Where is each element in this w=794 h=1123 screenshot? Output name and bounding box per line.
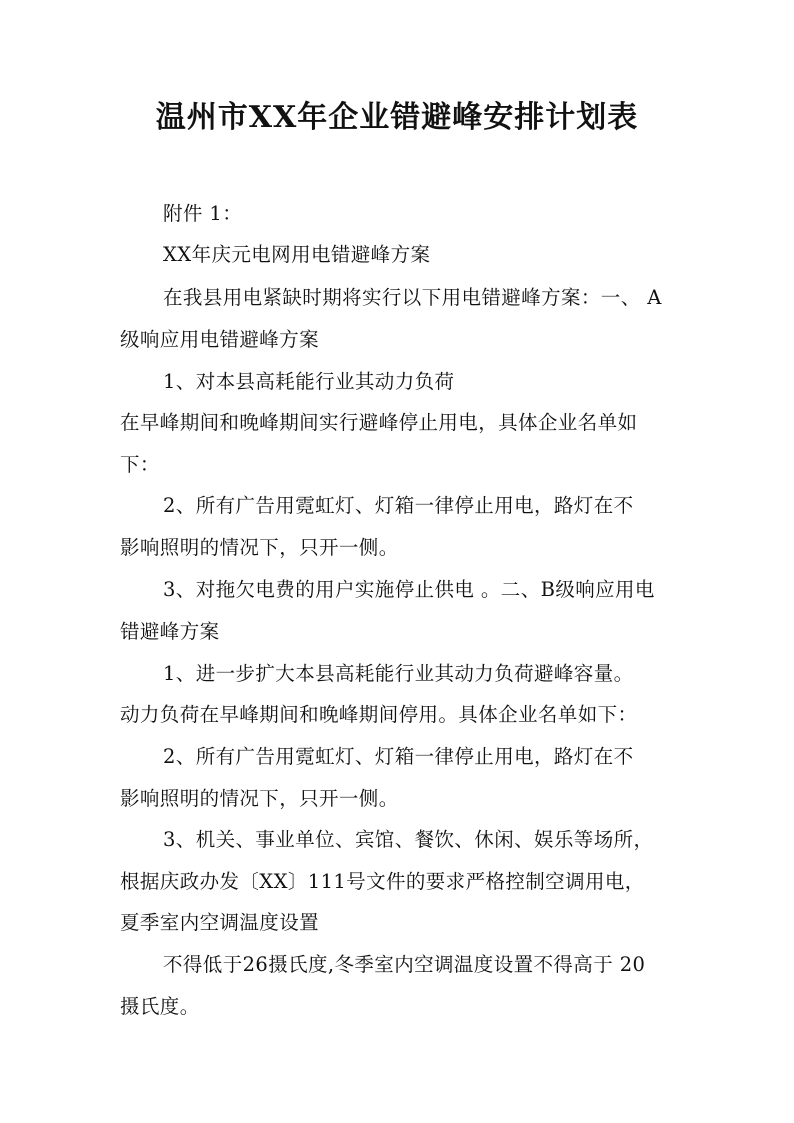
plan-heading: XX年庆元电网用电错避峰方案: [163, 243, 431, 266]
paragraph-line: 错避峰方案: [120, 620, 220, 643]
paragraph-line: 不得低于26摄氏度,冬季室内空调温度设置不得高于 20: [163, 953, 646, 976]
document-title: 温州市XX年企业错避峰安排计划表: [155, 100, 639, 135]
paragraph-line: 摄氏度。: [120, 995, 200, 1018]
paragraph-line: 影响照明的情况下，只开一侧。: [120, 536, 399, 559]
paragraph-line: 1、对本县高耗能行业其动力负荷: [163, 370, 455, 393]
paragraph-line: 根据庆政办发〔XX〕111号文件的要求严格控制空调用电，: [120, 870, 645, 893]
paragraph-line: 在早峰期间和晚峰期间实行避峰停止用电，具体企业名单如: [120, 411, 638, 434]
paragraph-line: 3、机关、事业单位、宾馆、餐饮、休闲、娱乐等场所，: [163, 828, 654, 851]
paragraph-line: 影响照明的情况下，只开一侧。: [120, 787, 399, 810]
paragraph-line: 动力负荷在早峰期间和晚峰期间停用。具体企业名单如下：: [120, 703, 638, 726]
paragraph-line: 1、进一步扩大本县高耗能行业其动力负荷避峰容量。: [163, 662, 634, 685]
paragraph-line: 2、所有广告用霓虹灯、灯箱一律停止用电，路灯在不: [163, 745, 634, 768]
paragraph-line: 3、对拖欠电费的用户实施停止供电 。二、B级响应用电: [163, 578, 655, 601]
paragraph-line: 下：: [120, 453, 160, 476]
paragraph-line: 级响应用电错避峰方案: [120, 328, 320, 351]
attachment-label: 附件 1：: [163, 202, 243, 225]
paragraph-line: 在我县用电紧缺时期将实行以下用电错避峰方案：一、 A: [163, 286, 662, 309]
paragraph-line: 夏季室内空调温度设置: [120, 911, 320, 934]
paragraph-line: 2、所有广告用霓虹灯、灯箱一律停止用电，路灯在不: [163, 494, 634, 517]
